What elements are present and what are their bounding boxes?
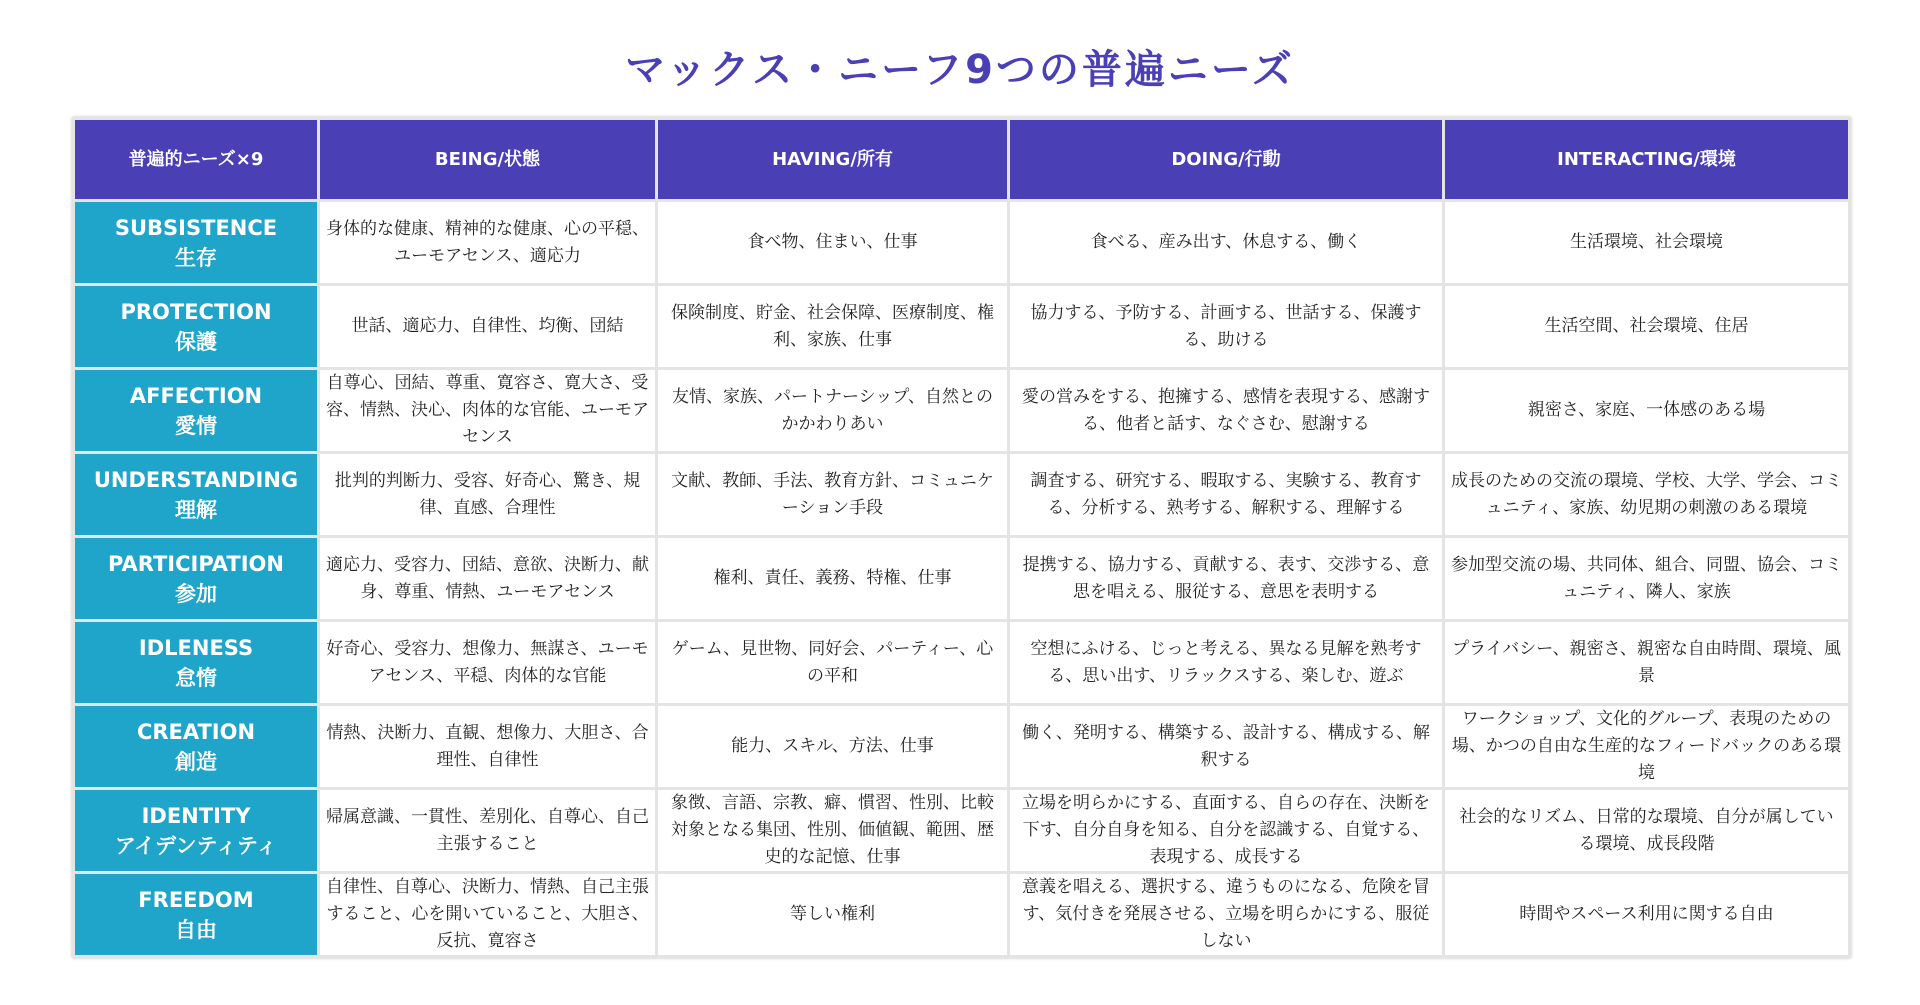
- interacting-cell: プライバシー、親密さ、親密な自由時間、環境、風景: [1444, 621, 1850, 705]
- need-name-ja: 生存: [175, 245, 217, 270]
- need-cell: [74, 285, 319, 369]
- need-name-ja: 理解: [175, 497, 217, 522]
- interacting-cell: 社会的なリズム、日常的な環境、自分が属している環境、成長段階: [1444, 789, 1850, 873]
- having-cell: 食べ物、住まい、仕事: [657, 201, 1009, 285]
- need-name-ja: 愛情: [175, 413, 217, 438]
- being-cell: 帰属意識、一貫性、差別化、自尊心、自己主張すること: [319, 789, 657, 873]
- being-cell: 批判的判断力、受容、好奇心、驚き、規律、直感、合理性: [319, 453, 657, 537]
- being-cell: 情熱、決断力、直観、想像力、大胆さ、合理性、自律性: [319, 705, 657, 789]
- need-name-ja: 創造: [175, 749, 217, 774]
- being-cell: 自律性、自尊心、決断力、情熱、自己主張すること、心を開いていること、大胆さ、反抗、寛容さ: [319, 873, 657, 957]
- table-row: [74, 789, 1850, 873]
- doing-cell: 提携する、協力する、貢献する、表す、交渉する、意思を唱える、服従する、意思を表明する: [1009, 537, 1444, 621]
- need-cell: [74, 369, 319, 453]
- need-cell: [74, 789, 319, 873]
- need-name-ja: 保護: [175, 329, 217, 354]
- having-cell: 文献、教師、手法、教育方針、コミュニケーション手段: [657, 453, 1009, 537]
- table-row: [74, 453, 1850, 537]
- doing-cell: 立場を明らかにする、直面する、自らの存在、決断を下す、自分自身を知る、自分を認識する、自覚する、表現する、成長する: [1009, 789, 1444, 873]
- interacting-cell: 参加型交流の場、共同体、組合、同盟、協会、コミュニティ、隣人、家族: [1444, 537, 1850, 621]
- need-cell: [74, 453, 319, 537]
- doing-cell: 空想にふける、じっと考える、異なる見解を熟考する、思い出す、リラックスする、楽しむ、遊ぶ: [1009, 621, 1444, 705]
- doing-cell: 意義を唱える、選択する、違うものになる、危険を冒す、気付きを発展させる、立場を明らかにする、服従しない: [1009, 873, 1444, 957]
- needs-table: [72, 117, 1851, 958]
- interacting-cell: 生活環境、社会環境: [1444, 201, 1850, 285]
- need-cell: [74, 621, 319, 705]
- header-doing: DOING/行動: [1009, 119, 1444, 201]
- need-name-ja: 自由: [175, 917, 217, 942]
- need-name-en: PARTICIPATION: [108, 551, 284, 576]
- need-name-en: IDLENESS: [138, 635, 254, 660]
- doing-cell: 食べる、産み出す、休息する、働く: [1009, 201, 1444, 285]
- doing-cell: 愛の営みをする、抱擁する、感情を表現する、感謝する、他者と話す、なぐさむ、慰謝する: [1009, 369, 1444, 453]
- doing-cell: 働く、発明する、構築する、設計する、構成する、解釈する: [1009, 705, 1444, 789]
- table-row: [74, 873, 1850, 957]
- need-name-en: FREEDOM: [138, 887, 254, 912]
- being-cell: 世話、適応力、自律性、均衡、団結: [319, 285, 657, 369]
- need-name-en: UNDERSTANDING: [93, 467, 299, 492]
- table-row: [74, 369, 1850, 453]
- need-name-en: PROTECTION: [120, 299, 272, 324]
- having-cell: 権利、責任、義務、特権、仕事: [657, 537, 1009, 621]
- being-cell: 好奇心、受容力、想像力、無謀さ、ユーモアセンス、平穏、肉体的な官能: [319, 621, 657, 705]
- need-name-ja: 怠惰: [175, 665, 217, 690]
- table-header-row: [74, 119, 1850, 201]
- being-cell: 身体的な健康、精神的な健康、心の平穏、ユーモアセンス、適応力: [319, 201, 657, 285]
- having-cell: 象徴、言語、宗教、癖、慣習、性別、比較対象となる集団、性別、価値観、範囲、歴史的な記憶、仕事: [657, 789, 1009, 873]
- table-row: [74, 285, 1850, 369]
- interacting-cell: 親密さ、家庭、一体感のある場: [1444, 369, 1850, 453]
- having-cell: 友情、家族、パートナーシップ、自然とのかかわりあい: [657, 369, 1009, 453]
- being-cell: 適応力、受容力、団結、意欲、決断力、献身、尊重、情熱、ユーモアセンス: [319, 537, 657, 621]
- table-row: [74, 201, 1850, 285]
- interacting-cell: 成長のための交流の環境、学校、大学、学会、コミュニティ、家族、幼児期の刺激のある環境: [1444, 453, 1850, 537]
- interacting-cell: 時間やスペース利用に関する自由: [1444, 873, 1850, 957]
- need-cell: [74, 705, 319, 789]
- having-cell: 等しい権利: [657, 873, 1009, 957]
- doing-cell: 協力する、予防する、計画する、世話する、保護する、助ける: [1009, 285, 1444, 369]
- need-name-ja: 参加: [175, 581, 217, 606]
- header-being: BEING/状態: [319, 119, 657, 201]
- having-cell: ゲーム、見世物、同好会、パーティー、心の平和: [657, 621, 1009, 705]
- need-name-ja: アイデンティティ: [114, 833, 278, 858]
- need-name-en: IDENTITY: [141, 803, 251, 828]
- page-title: マックス・ニーフ9つの普遍ニーズ: [625, 47, 1295, 93]
- interacting-cell: 生活空間、社会環境、住居: [1444, 285, 1850, 369]
- need-cell: [74, 201, 319, 285]
- need-name-en: AFFECTION: [129, 383, 263, 408]
- header-need: 普遍的ニーズ×9: [74, 119, 319, 201]
- header-interacting: INTERACTING/環境: [1444, 119, 1850, 201]
- table-row: [74, 705, 1850, 789]
- doing-cell: 調査する、研究する、暇取する、実験する、教育する、分析する、熟考する、解釈する、理解する: [1009, 453, 1444, 537]
- having-cell: 保険制度、貯金、社会保障、医療制度、権利、家族、仕事: [657, 285, 1009, 369]
- table-row: [74, 537, 1850, 621]
- having-cell: 能力、スキル、方法、仕事: [657, 705, 1009, 789]
- need-name-en: SUBSISTENCE: [114, 215, 278, 240]
- need-cell: [74, 873, 319, 957]
- need-name-en: CREATION: [136, 719, 256, 744]
- need-cell: [74, 537, 319, 621]
- header-having: HAVING/所有: [657, 119, 1009, 201]
- being-cell: 自尊心、団結、尊重、寛容さ、寛大さ、受容、情熱、決心、肉体的な官能、ユーモアセンス: [319, 369, 657, 453]
- table-row: [74, 621, 1850, 705]
- interacting-cell: ワークショップ、文化的グループ、表現のための場、かつの自由な生産的なフィードバックのある環境: [1444, 705, 1850, 789]
